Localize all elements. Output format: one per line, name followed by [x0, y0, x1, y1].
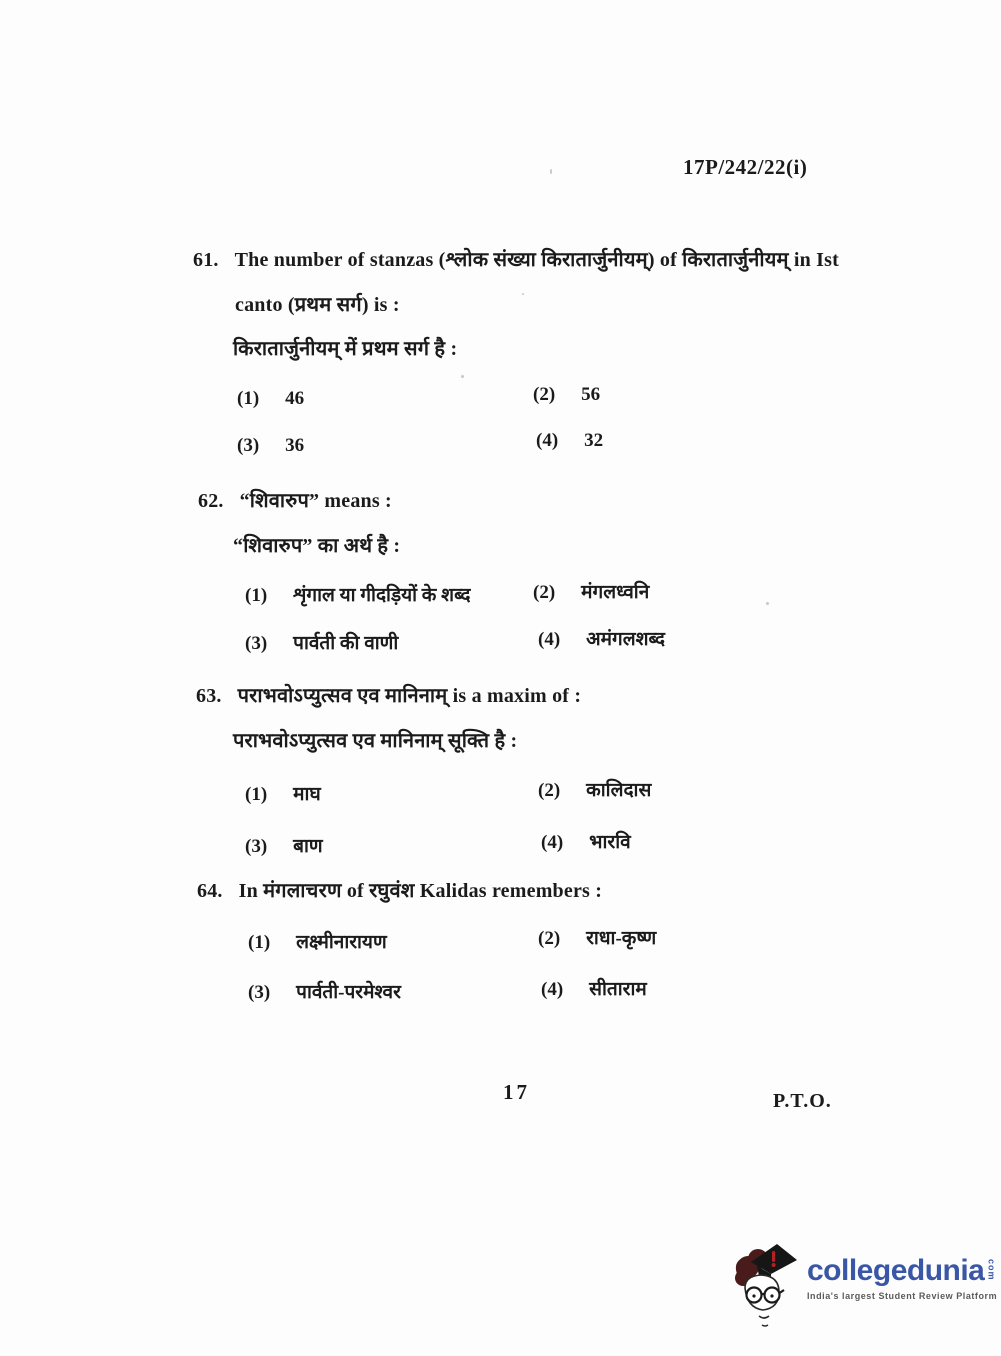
q61-option-2-text: 56 [581, 384, 601, 405]
q64-option-1 [248, 928, 387, 954]
question-63-text: पराभवोऽप्युत्सव एव मानिनाम् is a maxim of : [237, 685, 582, 707]
q61-option-3-label: (3) [237, 435, 260, 456]
q64-option-4-text: सीताराम [589, 979, 647, 1000]
q62-option-1-label: (1) [245, 585, 268, 606]
collegedunia-logo [731, 1240, 997, 1332]
question-62-text: “शिवारुप” means : [239, 490, 392, 512]
paper-code: 17P/242/22(i) [683, 155, 808, 179]
question-63-line-1 [196, 681, 581, 708]
scan-speck [461, 375, 464, 378]
q64-option-2-label: (2) [538, 928, 561, 949]
q61-option-2 [533, 384, 600, 406]
scan-speck [766, 602, 769, 605]
question-64-text: In मंगलाचरण of रघुवंश Kalidas remembers : [238, 880, 603, 902]
collegedunia-tagline: India's largest Student Review Platform [807, 1291, 998, 1301]
q61-option-4-text: 32 [584, 430, 604, 451]
q62-option-4-label: (4) [538, 629, 561, 650]
q62-option-2-label: (2) [533, 582, 556, 603]
page-number: 17 [503, 1080, 530, 1104]
q63-option-3-label: (3) [245, 836, 268, 857]
q61-option-4-label: (4) [536, 430, 559, 451]
q62-option-1-text: शृंगाल या गीदड़ियों के शब्द [293, 585, 471, 606]
collegedunia-tld-text: com [986, 1259, 997, 1281]
scan-speck [522, 293, 524, 295]
q61-option-2-label: (2) [533, 384, 556, 405]
q62-option-1 [245, 581, 470, 607]
q64-option-3 [248, 978, 401, 1004]
q61-option-1 [237, 388, 304, 410]
question-61-number: 61. [193, 249, 219, 271]
pto-label: P.T.O. [773, 1090, 832, 1112]
question-63-number: 63. [196, 685, 222, 707]
q63-option-1 [245, 780, 321, 806]
q63-option-4-label: (4) [541, 832, 564, 853]
question-64-line-1 [197, 876, 602, 903]
q64-option-4 [541, 975, 647, 1001]
q63-option-2-text: कालिदास [586, 780, 652, 801]
question-61-line-3: किरातार्जुनीयम् में प्रथम सर्ग है : [233, 338, 458, 360]
scan-speck [550, 169, 552, 174]
q62-option-3 [245, 629, 398, 655]
q63-option-3 [245, 832, 323, 858]
q64-option-2-text: राधा-कृष्ण [586, 928, 657, 949]
q61-option-4 [536, 430, 603, 452]
q64-option-3-label: (3) [248, 982, 271, 1003]
collegedunia-brand-text: collegedunia [807, 1254, 985, 1287]
q64-option-1-text: लक्ष्मीनारायण [296, 932, 387, 953]
q63-option-1-text: माघ [293, 784, 321, 805]
question-63-line-2: पराभवोऽप्युत्सव एव मानिनाम् सूक्ति है : [233, 730, 518, 752]
q64-option-4-label: (4) [541, 979, 564, 1000]
question-64-number: 64. [197, 880, 223, 902]
question-62-line-2: “शिवारुप” का अर्थ है : [233, 535, 401, 557]
q62-option-3-label: (3) [245, 633, 268, 654]
question-61-text: The number of stanzas (श्लोक संख्या किरातार्जुनीयम्) of किरातार्जुनीयम् in Ist [234, 249, 840, 271]
q64-option-3-text: पार्वती-परमेश्वर [296, 982, 401, 1003]
q63-option-1-label: (1) [245, 784, 268, 805]
question-62-number: 62. [198, 490, 224, 512]
q63-option-3-text: बाण [293, 836, 323, 857]
q62-option-4-text: अमंगलशब्द [586, 629, 665, 650]
q61-option-1-label: (1) [237, 388, 260, 409]
q61-option-1-text: 46 [285, 388, 305, 409]
collegedunia-mascot-icon [731, 1240, 799, 1332]
question-61-line-2: canto (प्रथम सर्ग) is : [235, 294, 400, 316]
q62-option-4 [538, 625, 665, 651]
q61-option-3 [237, 435, 304, 457]
q64-option-1-label: (1) [248, 932, 271, 953]
q63-option-4 [541, 828, 631, 854]
question-61-line-1 [193, 245, 839, 272]
q61-option-3-text: 36 [285, 435, 305, 456]
q63-option-2-label: (2) [538, 780, 561, 801]
q63-option-4-text: भारवि [589, 832, 631, 853]
question-62-line-1 [198, 486, 392, 513]
q62-option-2 [533, 578, 649, 604]
q64-option-2 [538, 924, 656, 950]
q62-option-2-text: मंगलध्वनि [581, 582, 650, 603]
q62-option-3-text: पार्वती की वाणी [293, 633, 399, 654]
q63-option-2 [538, 776, 651, 802]
